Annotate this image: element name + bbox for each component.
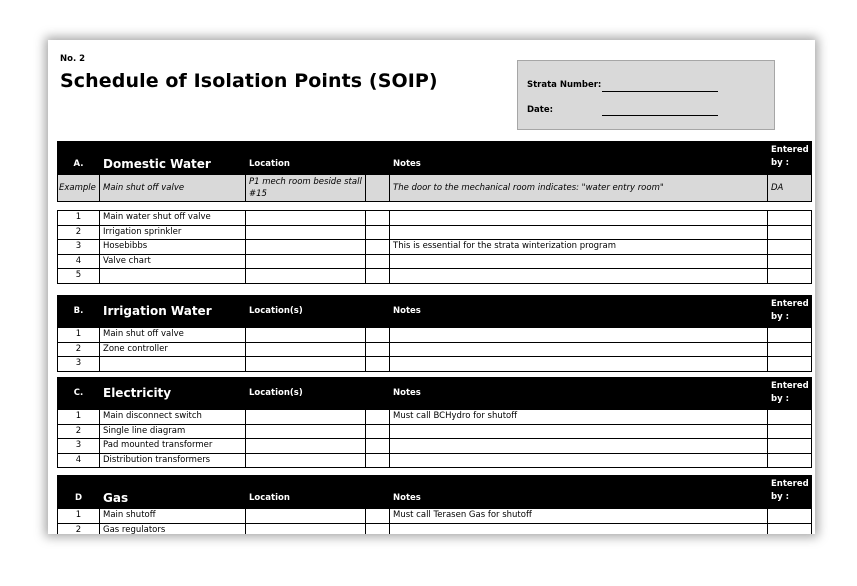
row-entered[interactable] [768, 240, 812, 255]
row-item[interactable]: Single line diagram [100, 424, 246, 439]
table-row [58, 211, 812, 226]
entered-by-header: Entered by : [768, 296, 812, 328]
row-entered[interactable] [768, 225, 812, 240]
row-item[interactable]: Distribution transformers [100, 453, 246, 468]
page-title: Schedule of Isolation Points (SOIP) [60, 70, 438, 92]
spacer [58, 202, 812, 211]
table-row [58, 254, 812, 269]
row-number: 1 [58, 211, 100, 226]
row-location[interactable] [246, 240, 366, 255]
date-label: Date: [527, 105, 554, 115]
row-location[interactable] [246, 424, 366, 439]
header-blank [366, 476, 390, 509]
row-location[interactable] [246, 225, 366, 240]
section-letter: A. [58, 142, 100, 175]
row-blank[interactable] [366, 410, 390, 425]
row-location[interactable] [246, 211, 366, 226]
section-header [58, 296, 812, 328]
strata-number-label: Strata Number: [527, 80, 602, 90]
section-header [58, 378, 812, 410]
row-location[interactable] [246, 254, 366, 269]
row-entered[interactable] [768, 357, 812, 372]
row-notes[interactable] [390, 328, 768, 343]
row-item[interactable]: Main shut off valve [100, 328, 246, 343]
table-row [58, 328, 812, 343]
row-blank[interactable] [366, 225, 390, 240]
row-number: 3 [58, 240, 100, 255]
row-location[interactable] [246, 269, 366, 284]
row-blank[interactable] [366, 328, 390, 343]
table-row [58, 357, 812, 372]
table-row [58, 453, 812, 468]
row-blank[interactable] [366, 240, 390, 255]
row-item[interactable]: Main disconnect switch [100, 410, 246, 425]
section-d-table [57, 475, 812, 534]
example-row [58, 175, 812, 202]
entered-by-header: Entered by : [768, 142, 812, 175]
row-entered[interactable] [768, 509, 812, 524]
section-name: Domestic Water [100, 142, 246, 175]
section-header [58, 142, 812, 175]
row-entered[interactable] [768, 424, 812, 439]
section-letter: D [58, 476, 100, 509]
example-location: P1 mech room beside stall #15 [246, 175, 366, 202]
example-item: Main shut off valve [100, 175, 246, 202]
row-entered[interactable] [768, 439, 812, 454]
row-item[interactable]: Main water shut off valve [100, 211, 246, 226]
row-item[interactable] [100, 357, 246, 372]
row-entered[interactable] [768, 328, 812, 343]
row-blank[interactable] [366, 453, 390, 468]
row-notes[interactable] [390, 211, 768, 226]
row-entered[interactable] [768, 523, 812, 534]
row-entered[interactable] [768, 254, 812, 269]
row-blank[interactable] [366, 439, 390, 454]
example-entered: DA [768, 175, 812, 202]
row-notes[interactable] [390, 269, 768, 284]
row-item[interactable]: Zone controller [100, 342, 246, 357]
row-number: 4 [58, 254, 100, 269]
section-header [58, 476, 812, 509]
row-notes[interactable] [390, 357, 768, 372]
row-number: 1 [58, 328, 100, 343]
row-blank[interactable] [366, 523, 390, 534]
section-name: Gas [100, 476, 246, 509]
row-notes[interactable] [390, 254, 768, 269]
row-number: 5 [58, 269, 100, 284]
row-entered[interactable] [768, 211, 812, 226]
example-notes: The door to the mechanical room indicates: "water entry room" [390, 175, 768, 202]
row-number: 3 [58, 439, 100, 454]
row-item[interactable]: Gas regulators [100, 523, 246, 534]
location-header: Location [246, 476, 366, 509]
row-location[interactable] [246, 328, 366, 343]
row-location[interactable] [246, 357, 366, 372]
row-notes[interactable]: Must call Terasen Gas for shutoff [390, 509, 768, 524]
row-notes[interactable]: This is essential for the strata winterization program [390, 240, 768, 255]
row-notes[interactable] [390, 424, 768, 439]
row-blank[interactable] [366, 269, 390, 284]
section-b-table [57, 295, 812, 372]
header-blank [366, 378, 390, 410]
table-row [58, 424, 812, 439]
table-row [58, 509, 812, 524]
section-letter: B. [58, 296, 100, 328]
row-blank[interactable] [366, 211, 390, 226]
row-location[interactable] [246, 342, 366, 357]
row-entered[interactable] [768, 453, 812, 468]
table-row [58, 225, 812, 240]
location-header: Location(s) [246, 296, 366, 328]
row-location[interactable] [246, 453, 366, 468]
row-location[interactable] [246, 509, 366, 524]
row-item[interactable]: Hosebibbs [100, 240, 246, 255]
example-blank [366, 175, 390, 202]
row-number: 2 [58, 225, 100, 240]
row-entered[interactable] [768, 342, 812, 357]
section-a-table [57, 141, 812, 284]
document-page [48, 40, 815, 534]
row-blank[interactable] [366, 357, 390, 372]
row-location[interactable] [246, 523, 366, 534]
row-blank[interactable] [366, 342, 390, 357]
section-c-table [57, 377, 812, 468]
section-name: Irrigation Water [100, 296, 246, 328]
table-row [58, 240, 812, 255]
location-header: Location(s) [246, 378, 366, 410]
table-row [58, 410, 812, 425]
example-label: Example [58, 175, 100, 202]
row-number: 2 [58, 342, 100, 357]
row-notes[interactable]: Must call BCHydro for shutoff [390, 410, 768, 425]
notes-header: Notes [390, 476, 768, 509]
row-item[interactable]: Main shutoff [100, 509, 246, 524]
row-item[interactable]: Pad mounted transformer [100, 439, 246, 454]
table-row [58, 439, 812, 454]
strata-number-field[interactable] [602, 91, 718, 92]
row-number: 3 [58, 357, 100, 372]
header-blank [366, 142, 390, 175]
entered-by-header: Entered by : [768, 378, 812, 410]
row-item[interactable]: Irrigation sprinkler [100, 225, 246, 240]
document-number: No. 2 [60, 54, 86, 64]
row-blank[interactable] [366, 424, 390, 439]
notes-header: Notes [390, 142, 768, 175]
row-notes[interactable] [390, 225, 768, 240]
notes-header: Notes [390, 296, 768, 328]
table-row [58, 342, 812, 357]
strata-info-box [517, 60, 775, 130]
row-notes[interactable] [390, 523, 768, 534]
header-blank [366, 296, 390, 328]
row-blank[interactable] [366, 509, 390, 524]
row-location[interactable] [246, 410, 366, 425]
row-notes[interactable] [390, 439, 768, 454]
location-header: Location [246, 142, 366, 175]
row-number: 2 [58, 424, 100, 439]
row-notes[interactable] [390, 453, 768, 468]
entered-by-header: Entered by : [768, 476, 812, 509]
row-location[interactable] [246, 439, 366, 454]
section-name: Electricity [100, 378, 246, 410]
row-blank[interactable] [366, 254, 390, 269]
notes-header: Notes [390, 378, 768, 410]
row-number: 4 [58, 453, 100, 468]
row-notes[interactable] [390, 342, 768, 357]
date-field[interactable] [602, 115, 718, 116]
row-number: 1 [58, 410, 100, 425]
section-letter: C. [58, 378, 100, 410]
row-number: 1 [58, 509, 100, 524]
row-item[interactable] [100, 269, 246, 284]
row-entered[interactable] [768, 410, 812, 425]
table-row [58, 523, 812, 534]
table-row [58, 269, 812, 284]
row-item[interactable]: Valve chart [100, 254, 246, 269]
row-entered[interactable] [768, 269, 812, 284]
row-number: 2 [58, 523, 100, 534]
